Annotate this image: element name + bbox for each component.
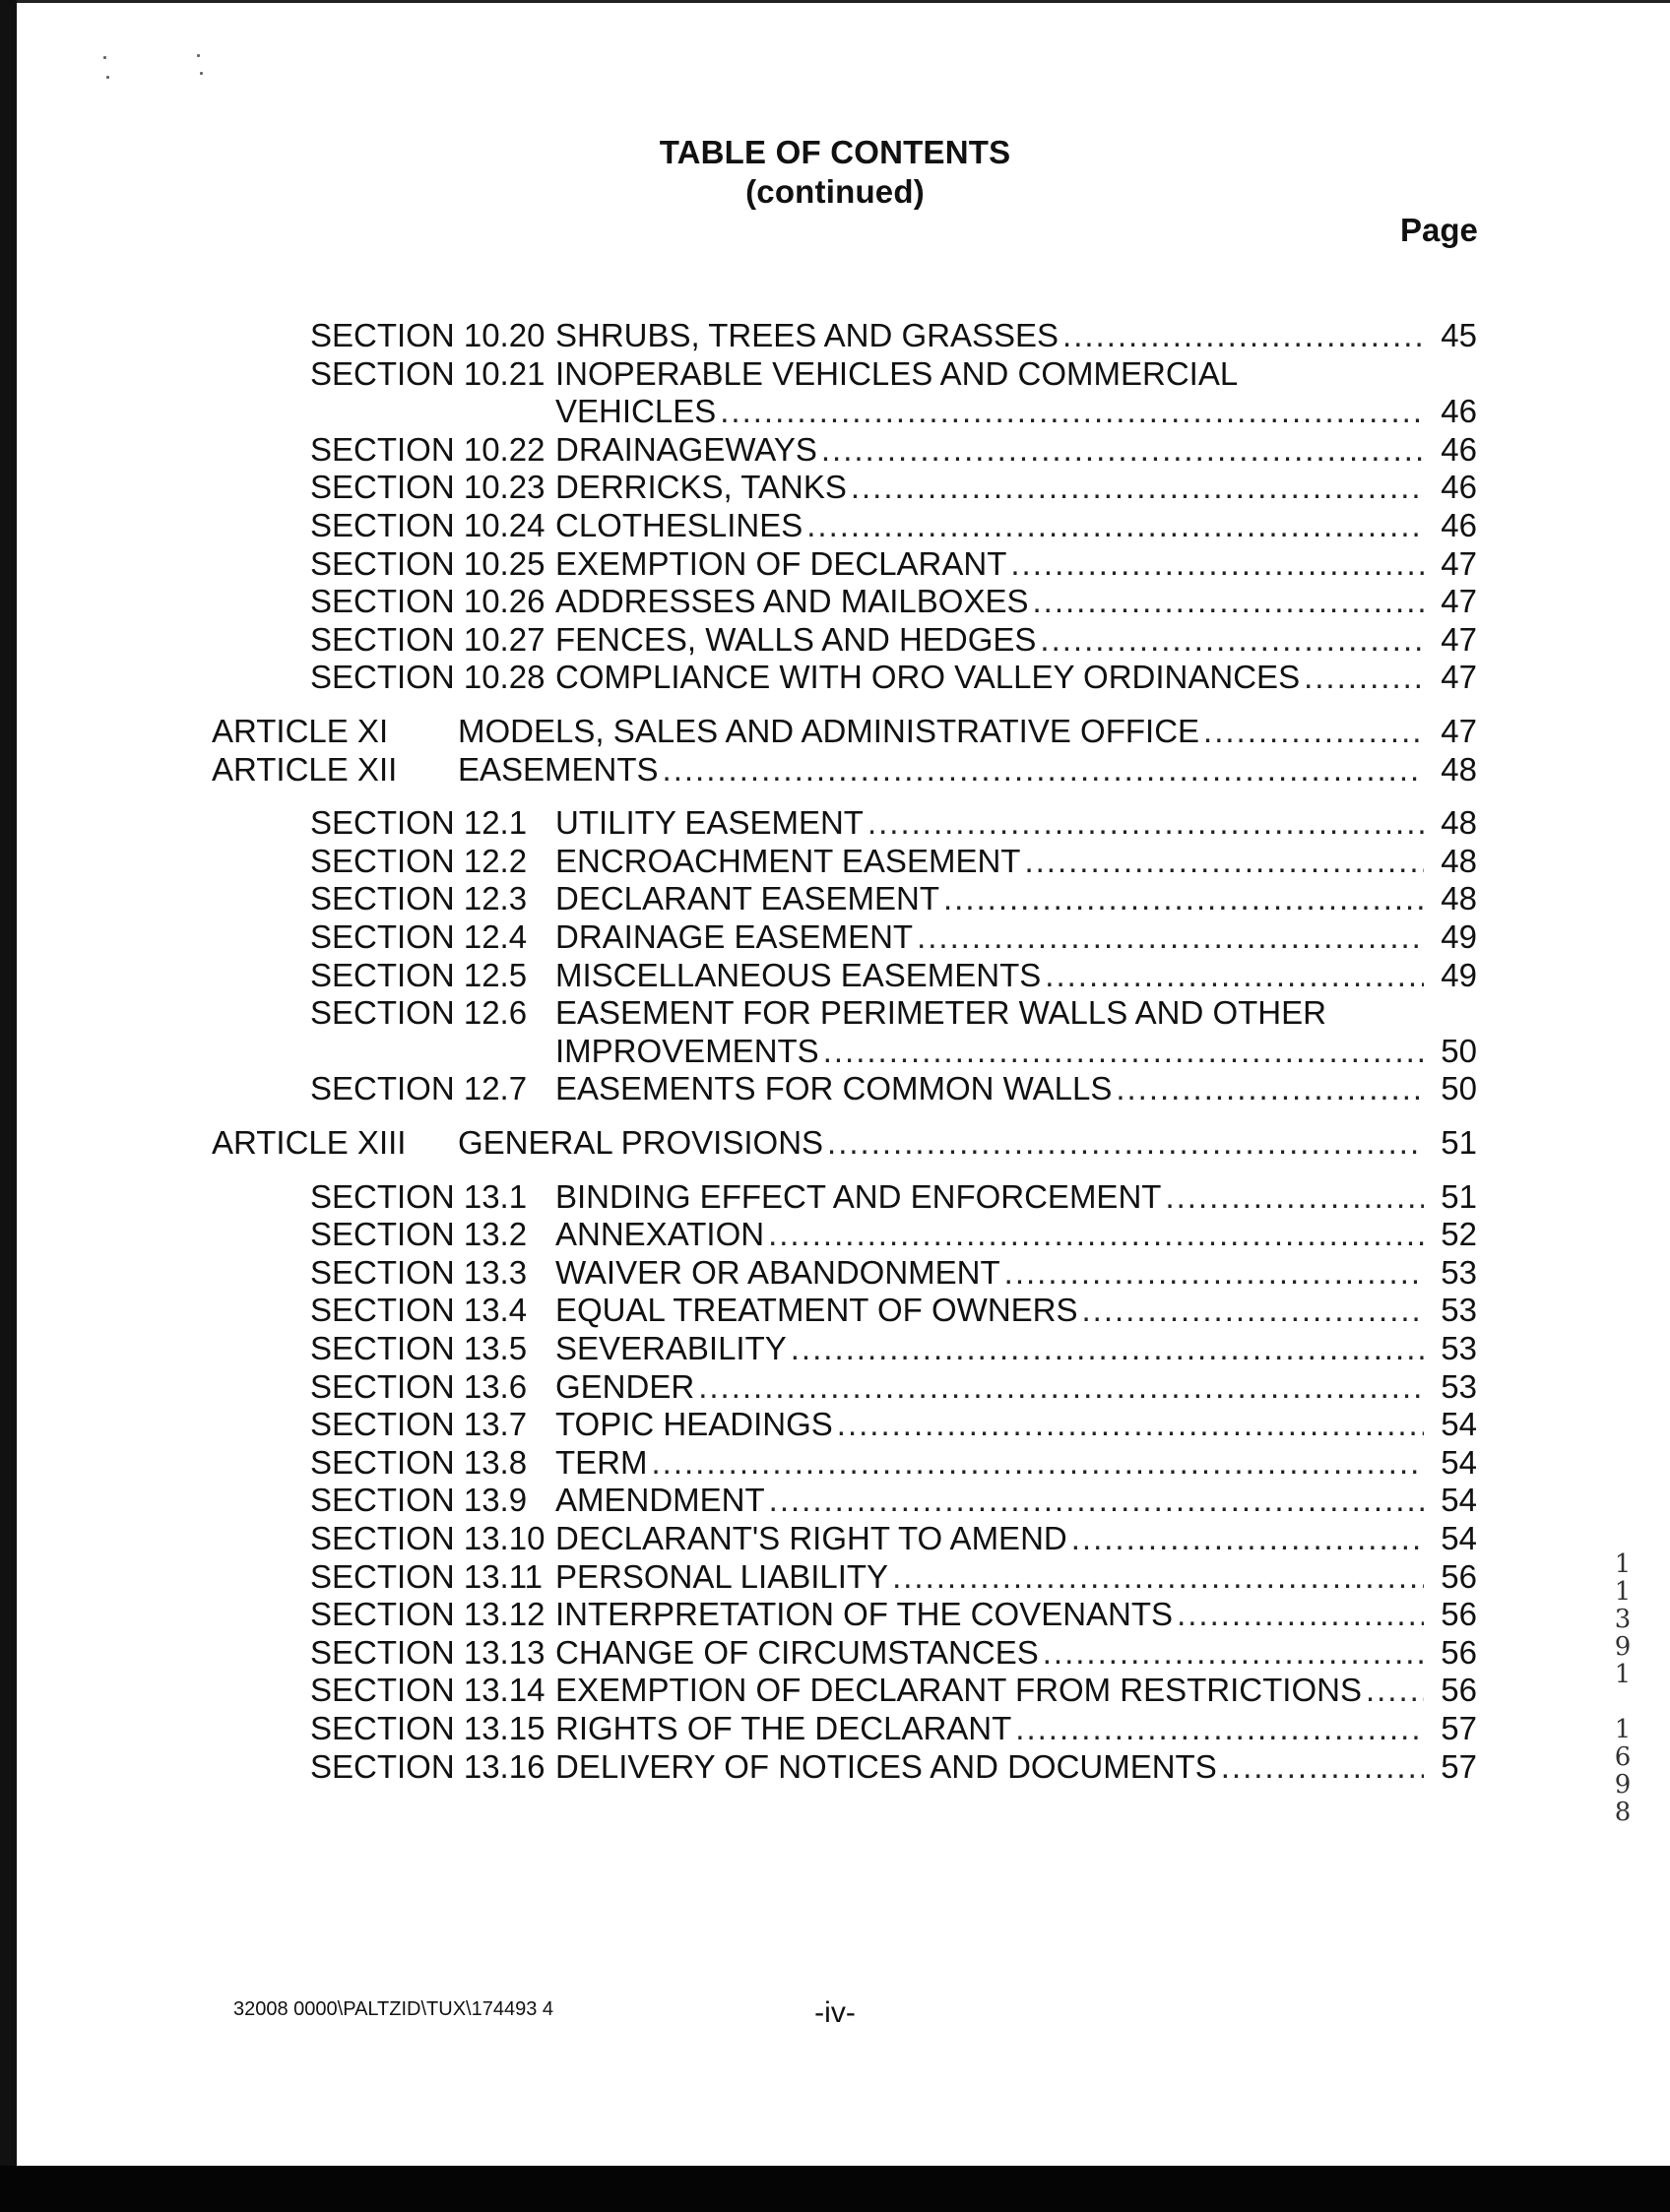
toc-entry-label: SECTION 13.14 (310, 1672, 546, 1709)
toc-entry-title: EASEMENTS FOR COMMON WALLS (555, 1070, 1113, 1107)
toc-entry-label: SECTION 13.11 (310, 1557, 543, 1595)
toc-entry-label: SECTION 12.2 (310, 842, 528, 879)
toc-section-row (310, 1178, 1477, 1216)
toc-entry-label: SECTION 12.3 (310, 880, 528, 917)
toc-section-row (310, 1368, 1477, 1406)
stamp-digit: 6 (1614, 1742, 1632, 1772)
toc-entry-title: SHRUBS, TREES AND GRASSES (555, 317, 1060, 353)
toc-entry-label: SECTION 10.21 (310, 354, 546, 392)
toc-entry-title: PERSONAL LIABILITY (555, 1557, 889, 1595)
toc-section-row (310, 1216, 1477, 1253)
toc-entry-title: DERRICKS, TANKS (555, 469, 847, 506)
toc-entry-page: 56 (1441, 1596, 1477, 1633)
toc-entry-title: UTILITY EASEMENT (555, 804, 864, 842)
toc-entry-title: EASEMENT FOR PERIMETER WALLS AND OTHER (555, 994, 1326, 1032)
dot-leader (1040, 621, 1424, 659)
toc-entry-title: DELIVERY OF NOTICES AND DOCUMENTS (555, 1747, 1217, 1785)
toc-entry-title: TOPIC HEADINGS (555, 1406, 833, 1443)
toc-entry-page: 47 (1441, 620, 1477, 658)
toc-section-row (310, 1596, 1477, 1633)
toc-article-row (212, 751, 1477, 789)
toc-entry-page: 57 (1441, 1747, 1477, 1785)
toc-entry-page: 54 (1441, 1443, 1477, 1481)
toc-section-row (310, 659, 1477, 696)
toc-entry-page: 53 (1441, 1253, 1477, 1291)
dot-leader (1032, 583, 1424, 620)
toc-entry-title: EQUAL TREATMENT OF OWNERS (555, 1292, 1078, 1329)
dot-leader (769, 1482, 1424, 1519)
toc-section-row (310, 355, 1477, 393)
dot-leader (698, 1368, 1424, 1406)
dot-leader (851, 469, 1424, 506)
toc-entry-title: MODELS, SALES AND ADMINISTRATIVE OFFICE (458, 713, 1200, 749)
toc-entry-title: CLOTHESLINES (555, 507, 803, 543)
toc-entry-page: 47 (1441, 583, 1477, 620)
footer-page-number: -iv- (814, 1996, 856, 2029)
toc-section-row (310, 317, 1477, 354)
toc-continuation-row (555, 1033, 1477, 1070)
toc-entry-title: TERM (555, 1443, 648, 1481)
toc-article-row (212, 1124, 1477, 1162)
toc-entry-title: DRAINAGE EASEMENT (555, 918, 914, 955)
dot-leader (1304, 659, 1424, 696)
toc-entry-page: 46 (1441, 469, 1477, 506)
toc-entry-title: CHANGE OF CIRCUMSTANCES (555, 1633, 1039, 1671)
toc-subtitle: (continued) (745, 173, 925, 210)
toc-header (0, 133, 1670, 212)
stamp-digit: 1 (1614, 1715, 1632, 1744)
toc-entry-label: SECTION 13.16 (310, 1747, 546, 1785)
dot-leader (917, 918, 1424, 956)
toc-section-row (310, 1292, 1477, 1329)
toc-entry-page: 48 (1441, 750, 1477, 788)
toc-entry-label: SECTION 13.12 (310, 1596, 546, 1633)
toc-entry-label: SECTION 13.4 (310, 1292, 528, 1329)
toc-entry-label: SECTION 12.4 (310, 918, 528, 955)
toc-entry-title: EXEMPTION OF DECLARANT FROM RESTRICTIONS (555, 1672, 1362, 1709)
dot-leader (827, 1124, 1424, 1162)
dot-leader (1004, 1254, 1424, 1292)
stamp-digit: 9 (1614, 1770, 1632, 1800)
toc-section-row (310, 1070, 1477, 1107)
toc-entry-title: ADDRESSES AND MAILBOXES (555, 583, 1029, 620)
toc-entry-label: SECTION 10.27 (310, 620, 546, 658)
toc-entry-title: GENDER (555, 1367, 695, 1405)
toc-section-row (310, 507, 1477, 544)
dot-leader (1177, 1596, 1424, 1633)
toc-section-row (310, 843, 1477, 880)
dot-leader (1045, 957, 1424, 994)
toc-section-row (310, 545, 1477, 583)
toc-section-row (310, 1558, 1477, 1596)
dot-leader (1043, 1634, 1424, 1672)
toc-entry-title: ENCROACHMENT EASEMENT (555, 842, 1021, 879)
toc-entry-page: 48 (1441, 880, 1477, 917)
toc-entry-label: SECTION 10.22 (310, 430, 546, 468)
dot-leader (1366, 1672, 1424, 1709)
toc-entry-page: 46 (1441, 430, 1477, 468)
stamp-digit: 3 (1614, 1605, 1632, 1634)
stamp-digit: 1 (1614, 1577, 1632, 1607)
stamp-digit: 8 (1614, 1798, 1632, 1827)
toc-entry-title: EXEMPTION OF DECLARANT (555, 544, 1007, 582)
dot-leader (821, 431, 1424, 469)
toc-section-row (310, 1672, 1477, 1709)
dot-leader (768, 1216, 1424, 1253)
toc-entry-label: SECTION 13.9 (310, 1482, 528, 1519)
toc-entry-page: 48 (1441, 804, 1477, 842)
toc-entry-title: BINDING EFFECT AND ENFORCEMENT (555, 1177, 1162, 1215)
toc-entry-title: FENCES, WALLS AND HEDGES (555, 620, 1037, 658)
toc-entry-page: 53 (1441, 1292, 1477, 1329)
toc-section-row (310, 880, 1477, 917)
toc-section-row (310, 431, 1477, 469)
toc-section-row (310, 1330, 1477, 1367)
toc-section-row (310, 994, 1477, 1032)
dot-leader (1071, 1520, 1424, 1557)
toc-entry-page: 53 (1441, 1330, 1477, 1366)
toc-section-row (310, 1520, 1477, 1557)
toc-entry-label: SECTION 13.1 (310, 1177, 528, 1215)
toc-entry-page: 46 (1441, 507, 1477, 543)
toc-entry-page: 53 (1441, 1367, 1477, 1405)
toc-section-row (310, 1634, 1477, 1672)
toc-entry-page: 51 (1441, 1177, 1477, 1215)
toc-entry-label: SECTION 13.8 (310, 1443, 528, 1481)
toc-entry-label: SECTION 13.6 (310, 1367, 528, 1405)
toc-entry-label: SECTION 10.23 (310, 469, 546, 506)
toc-entry-title: RIGHTS OF THE DECLARANT (555, 1710, 1012, 1746)
margin-stamp (1603, 1550, 1642, 1826)
toc-entry-label: SECTION 12.7 (310, 1070, 528, 1107)
toc-entry-page: 46 (1441, 393, 1477, 430)
stamp-digit: 1 (1614, 1660, 1632, 1689)
toc-entry-continuation: VEHICLES (555, 393, 717, 430)
toc-article-row (212, 713, 1477, 750)
toc-section-row (310, 1710, 1477, 1747)
toc-entry-page: 54 (1441, 1406, 1477, 1443)
toc-entry-page: 48 (1441, 842, 1477, 879)
toc-entry-label: ARTICLE XII (212, 750, 398, 788)
toc-entry-title: MISCELLANEOUS EASEMENTS (555, 956, 1042, 993)
dot-leader (663, 751, 1424, 789)
toc-entry-label: SECTION 10.25 (310, 544, 546, 582)
dot-leader (1221, 1748, 1424, 1786)
toc-section-row (310, 621, 1477, 659)
toc-entry-label: SECTION 10.24 (310, 507, 546, 543)
page-column-label: Page (1400, 212, 1478, 248)
dot-leader (837, 1406, 1424, 1443)
dot-leader (1062, 317, 1424, 354)
toc-entry-page: 49 (1441, 956, 1477, 993)
toc-entry-page: 57 (1441, 1710, 1477, 1746)
footer-document-id: 32008 0000\PALTZID\TUX\174493 4 (233, 1998, 554, 2020)
toc-continuation-row (555, 393, 1477, 430)
stamp-digit (1603, 1688, 1642, 1716)
toc-entry-title: DECLARANT'S RIGHT TO AMEND (555, 1520, 1067, 1556)
toc-section-row (310, 583, 1477, 620)
dot-leader (1024, 843, 1424, 880)
toc-entry-page: 51 (1441, 1124, 1477, 1161)
toc-entry-label: SECTION 12.6 (310, 994, 528, 1032)
toc-entry-page: 54 (1441, 1482, 1477, 1519)
scan-bottom-edge (0, 2166, 1670, 2212)
scan-left-edge (0, 0, 17, 2166)
stamp-digit: 9 (1614, 1632, 1632, 1662)
toc-entry-label: SECTION 10.28 (310, 659, 546, 696)
toc-entry-title: ANNEXATION (555, 1216, 765, 1253)
dot-leader (806, 507, 1424, 544)
toc-section-row (310, 1444, 1477, 1482)
toc-entry-page: 52 (1441, 1216, 1477, 1253)
toc-entry-page: 50 (1441, 1070, 1477, 1107)
toc-entry-label: ARTICLE XIII (212, 1124, 407, 1161)
toc-entry-page: 47 (1441, 713, 1477, 749)
dot-leader (943, 880, 1424, 917)
toc-entry-label: SECTION 13.7 (310, 1406, 528, 1443)
dot-leader (823, 1033, 1424, 1070)
toc-section-row (310, 1482, 1477, 1519)
toc-entry-title: AMENDMENT (555, 1482, 765, 1519)
dot-leader (720, 393, 1424, 430)
toc-entry-label: SECTION 12.1 (310, 804, 528, 842)
toc-entry-label: SECTION 13.10 (310, 1520, 546, 1556)
toc-entry-title: DECLARANT EASEMENT (555, 880, 939, 917)
toc-section-row (310, 1406, 1477, 1443)
toc-entry-title: GENERAL PROVISIONS (458, 1124, 824, 1161)
toc-entry-label: SECTION 13.5 (310, 1330, 528, 1366)
toc-title: TABLE OF CONTENTS (659, 134, 1011, 170)
toc-entry-title: WAIVER OR ABANDONMENT (555, 1253, 1000, 1291)
toc-entry-page: 45 (1441, 317, 1477, 353)
toc-entry-title: DRAINAGEWAYS (555, 430, 817, 468)
toc-entry-label: SECTION 12.5 (310, 956, 528, 993)
dot-leader (1082, 1292, 1425, 1329)
dot-leader (1010, 545, 1424, 583)
toc-section-row (310, 469, 1477, 506)
toc-entry-page: 54 (1441, 1520, 1477, 1556)
toc-entry-title: COMPLIANCE WITH ORO VALLEY ORDINANCES (555, 659, 1301, 696)
dot-leader (1015, 1710, 1424, 1747)
toc-entry-title: SEVERABILITY (555, 1330, 787, 1366)
dot-leader (1116, 1070, 1424, 1107)
dot-leader (892, 1558, 1424, 1596)
toc-entry-label: SECTION 13.3 (310, 1253, 528, 1291)
toc-entry-title: INOPERABLE VEHICLES AND COMMERCIAL (555, 354, 1239, 392)
toc-entry-page: 47 (1441, 544, 1477, 582)
toc-entry-page: 47 (1441, 659, 1477, 696)
toc-section-row (310, 804, 1477, 842)
toc-entry-page: 56 (1441, 1557, 1477, 1595)
toc-entry-title: EASEMENTS (458, 750, 659, 788)
stamp-digit: 1 (1614, 1549, 1632, 1579)
dot-leader (652, 1444, 1425, 1482)
dot-leader (867, 804, 1424, 842)
toc-entry-label: SECTION 10.20 (310, 317, 546, 353)
toc-section-row (310, 1254, 1477, 1292)
toc-entry-label: ARTICLE XI (212, 713, 389, 749)
scan-specks (98, 54, 217, 94)
toc-section-row (310, 957, 1477, 994)
toc-section-row (310, 918, 1477, 956)
toc-entry-label: SECTION 13.2 (310, 1216, 528, 1253)
toc-section-row (310, 1748, 1477, 1786)
toc-entry-page: 49 (1441, 918, 1477, 955)
toc-entry-continuation: IMPROVEMENTS (555, 1032, 819, 1069)
toc-entry-title: INTERPRETATION OF THE COVENANTS (555, 1596, 1174, 1633)
toc-entry-page: 56 (1441, 1633, 1477, 1671)
toc-entry-page: 56 (1441, 1672, 1477, 1709)
toc-entry-label: SECTION 10.26 (310, 583, 546, 620)
dot-leader (791, 1330, 1424, 1367)
toc-entry-label: SECTION 13.13 (310, 1633, 546, 1671)
dot-leader (1203, 713, 1424, 750)
dot-leader (1165, 1178, 1424, 1216)
toc-entry-label: SECTION 13.15 (310, 1710, 546, 1746)
scan-top-edge (0, 0, 1670, 3)
toc-entry-page: 50 (1441, 1032, 1477, 1069)
